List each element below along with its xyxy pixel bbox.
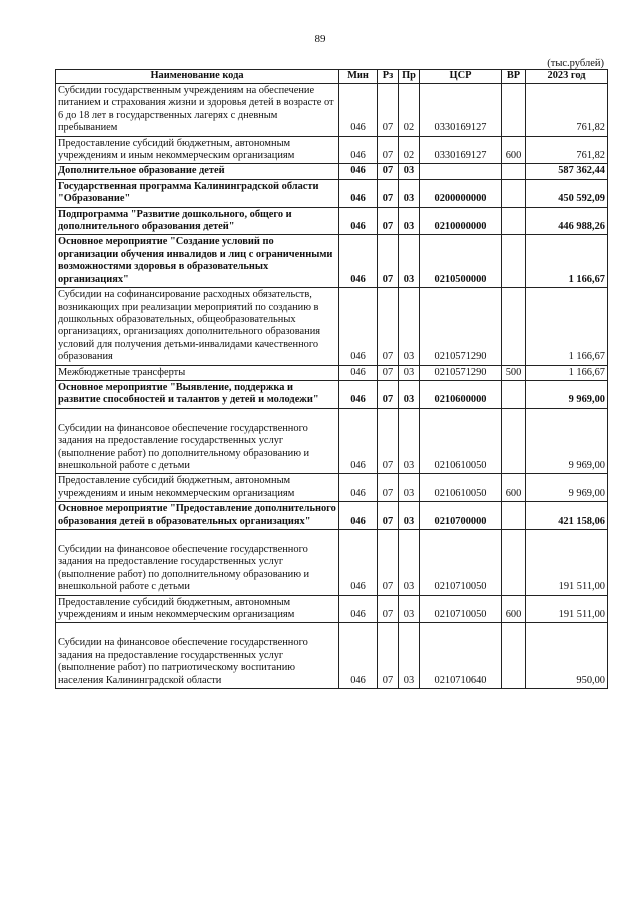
table-row: [56, 623, 608, 689]
row-min: 046: [339, 408, 378, 474]
row-amount: 191 511,00: [526, 595, 608, 623]
row-name: Основное мероприятие "Предоставление дополнительного образования детей в образовательных организациях": [56, 502, 339, 530]
row-rz: 07: [378, 207, 399, 235]
row-rz: 07: [378, 530, 399, 596]
col-header-pr: Пр: [399, 70, 420, 84]
row-pr: 02: [399, 84, 420, 137]
row-amount: 1 166,67: [526, 288, 608, 365]
row-vr: [502, 530, 526, 596]
col-header-csr: ЦСР: [420, 70, 502, 84]
row-csr: 0210710050: [420, 595, 502, 623]
row-csr: [420, 164, 502, 179]
row-min: 046: [339, 136, 378, 164]
row-rz: 07: [378, 623, 399, 689]
row-vr: 600: [502, 136, 526, 164]
row-amount: 1 166,67: [526, 235, 608, 288]
row-vr: [502, 288, 526, 365]
row-vr: 600: [502, 595, 526, 623]
row-vr: 500: [502, 365, 526, 380]
row-min: 046: [339, 380, 378, 408]
row-vr: [502, 502, 526, 530]
row-min: 046: [339, 207, 378, 235]
row-pr: 03: [399, 595, 420, 623]
row-name: Дополнительное образование детей: [56, 164, 339, 179]
row-pr: 03: [399, 164, 420, 179]
units-note: (тыс.рублей): [547, 58, 604, 69]
row-min: 046: [339, 288, 378, 365]
row-pr: 03: [399, 179, 420, 207]
row-name: Предоставление субсидий бюджетным, автономным учреждениям и иным некоммерческим организациям: [56, 595, 339, 623]
row-min: 046: [339, 595, 378, 623]
row-min: 046: [339, 530, 378, 596]
row-rz: 07: [378, 179, 399, 207]
row-rz: 07: [378, 136, 399, 164]
table-row: [56, 474, 608, 502]
row-csr: 0210610050: [420, 474, 502, 502]
row-min: 046: [339, 84, 378, 137]
row-csr: 0330169127: [420, 84, 502, 137]
row-amount: 9 969,00: [526, 474, 608, 502]
budget-table: [55, 69, 608, 689]
row-name: Субсидии на финансовое обеспечение государственного задания на предоставление государственных услуг (выполнение работ) по дополнительному образованию и внешкольной работе с детьми: [56, 408, 339, 474]
row-amount: 9 969,00: [526, 408, 608, 474]
row-name: Основное мероприятие "Создание условий по организации обучения инвалидов и лиц с ограниченными возможностями здоровья в образовательных организациях": [56, 235, 339, 288]
table-row: [56, 408, 608, 474]
row-rz: 07: [378, 84, 399, 137]
row-vr: [502, 207, 526, 235]
row-pr: 03: [399, 530, 420, 596]
row-name: Предоставление субсидий бюджетным, автономным учреждениям и иным некоммерческим организациям: [56, 474, 339, 502]
row-min: 046: [339, 623, 378, 689]
row-name: Субсидии на софинансирование расходных обязательств, возникающих при реализации мероприятий по созданию в дошкольных образовательных, общеобразовательных организациях, организациях дополнительного образования условий для получения детьми-инвалидами качественного образования: [56, 288, 339, 365]
table-row: [56, 380, 608, 408]
row-pr: 03: [399, 288, 420, 365]
row-name: Основное мероприятие "Выявление, поддержка и развитие способностей и талантов у детей и молодежи": [56, 380, 339, 408]
row-amount: 761,82: [526, 84, 608, 137]
table-row: [56, 84, 608, 137]
row-name: Предоставление субсидий бюджетным, автономным учреждениям и иным некоммерческим организациям: [56, 136, 339, 164]
row-rz: 07: [378, 164, 399, 179]
row-name: Субсидии на финансовое обеспечение государственного задания на предоставление государственных услуг (выполнение работ) по дополнительному образованию и внешкольной работе с детьми: [56, 530, 339, 596]
row-min: 046: [339, 235, 378, 288]
row-csr: 0210610050: [420, 408, 502, 474]
row-rz: 07: [378, 235, 399, 288]
table-row: [56, 502, 608, 530]
table-row: [56, 530, 608, 596]
row-amount: 191 511,00: [526, 530, 608, 596]
col-header-vr: ВР: [502, 70, 526, 84]
row-pr: 03: [399, 235, 420, 288]
row-csr: 0210500000: [420, 235, 502, 288]
row-csr: 0210700000: [420, 502, 502, 530]
row-amount: 587 362,44: [526, 164, 608, 179]
row-vr: [502, 179, 526, 207]
row-rz: 07: [378, 595, 399, 623]
table-row: [56, 288, 608, 365]
page-number: 89: [314, 33, 326, 45]
table-row: [56, 595, 608, 623]
row-vr: [502, 84, 526, 137]
col-header-rz: Рз: [378, 70, 399, 84]
col-header-amount: 2023 год: [526, 70, 608, 84]
row-min: 046: [339, 179, 378, 207]
row-pr: 03: [399, 502, 420, 530]
row-rz: 07: [378, 288, 399, 365]
row-csr: 0330169127: [420, 136, 502, 164]
row-pr: 02: [399, 136, 420, 164]
table-row: [56, 136, 608, 164]
row-name: Субсидии государственным учреждениям на обеспечение питанием и страхования жизни и здоровья детей в возрасте от 6 до 18 лет в государственных лагерях с дневным пребыванием: [56, 84, 339, 137]
row-pr: 03: [399, 623, 420, 689]
row-vr: [502, 235, 526, 288]
row-amount: 1 166,67: [526, 365, 608, 380]
row-min: 046: [339, 502, 378, 530]
row-pr: 03: [399, 207, 420, 235]
row-pr: 03: [399, 365, 420, 380]
row-amount: 446 988,26: [526, 207, 608, 235]
row-csr: 0200000000: [420, 179, 502, 207]
row-vr: [502, 164, 526, 179]
row-amount: 950,00: [526, 623, 608, 689]
row-vr: [502, 408, 526, 474]
row-pr: 03: [399, 408, 420, 474]
row-name: Государственная программа Калининградской области "Образование": [56, 179, 339, 207]
row-csr: 0210571290: [420, 288, 502, 365]
header-row: [56, 70, 608, 84]
row-rz: 07: [378, 408, 399, 474]
col-header-name: Наименование кода: [56, 70, 339, 84]
row-pr: 03: [399, 474, 420, 502]
row-name: Субсидии на финансовое обеспечение государственного задания на предоставление государственных услуг (выполнение работ) по патриотическому воспитанию населения Калининградской области: [56, 623, 339, 689]
row-csr: 0210571290: [420, 365, 502, 380]
row-name: Межбюджетные трансферты: [56, 365, 339, 380]
row-name: Подпрограмма "Развитие дошкольного, общего и дополнительного образования детей": [56, 207, 339, 235]
table-row: [56, 164, 608, 179]
row-vr: [502, 380, 526, 408]
row-min: 046: [339, 474, 378, 502]
row-rz: 07: [378, 502, 399, 530]
row-rz: 07: [378, 380, 399, 408]
row-csr: 0210600000: [420, 380, 502, 408]
row-csr: 0210710640: [420, 623, 502, 689]
table-row: [56, 207, 608, 235]
row-vr: [502, 623, 526, 689]
row-min: 046: [339, 365, 378, 380]
row-csr: 0210710050: [420, 530, 502, 596]
table-row: [56, 365, 608, 380]
table-row: [56, 179, 608, 207]
row-rz: 07: [378, 474, 399, 502]
table-row: [56, 235, 608, 288]
row-amount: 421 158,06: [526, 502, 608, 530]
row-min: 046: [339, 164, 378, 179]
row-amount: 450 592,09: [526, 179, 608, 207]
row-vr: 600: [502, 474, 526, 502]
row-amount: 761,82: [526, 136, 608, 164]
row-pr: 03: [399, 380, 420, 408]
col-header-min: Мин: [339, 70, 378, 84]
row-rz: 07: [378, 365, 399, 380]
row-csr: 0210000000: [420, 207, 502, 235]
row-amount: 9 969,00: [526, 380, 608, 408]
